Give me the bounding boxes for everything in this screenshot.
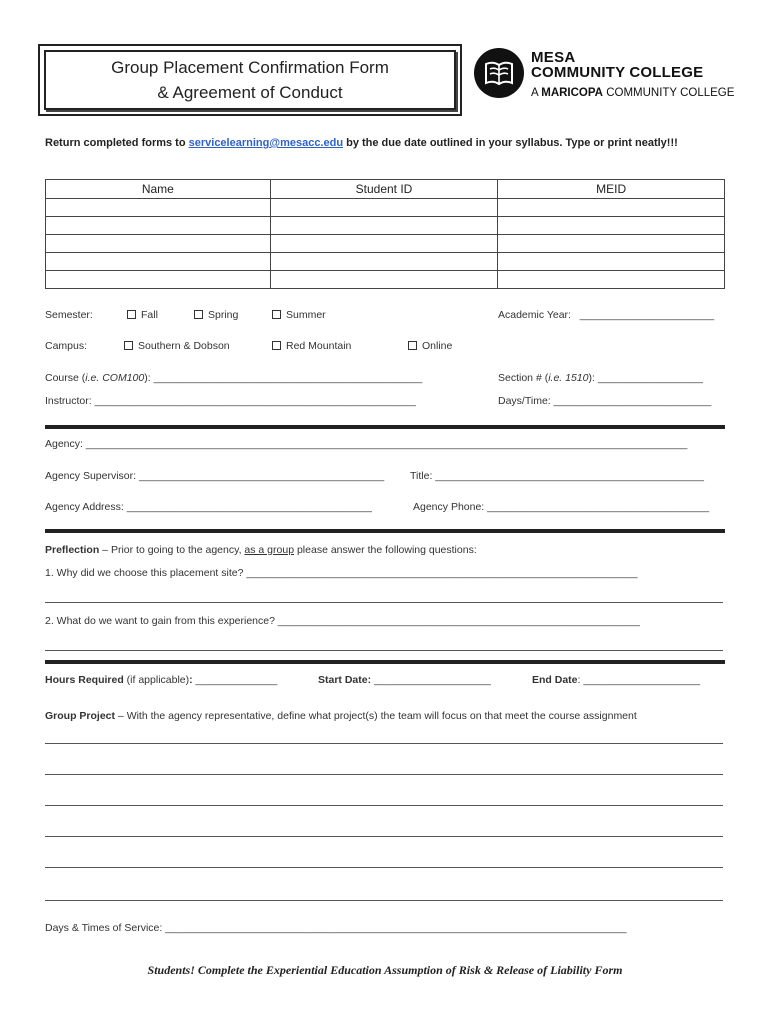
college-logo	[474, 48, 524, 98]
start-date-field[interactable]: Start Date: ____________________	[318, 674, 491, 686]
group-project-prompt: Group Project – With the agency representative, define what project(s) the team will focus on that meet the course assignment	[45, 710, 637, 722]
form-title	[44, 50, 456, 110]
semester-fall-option[interactable]: Fall	[127, 309, 158, 321]
logo-text-maricopa: A MARICOPA COMMUNITY COLLEGE	[531, 87, 735, 99]
days-time-field[interactable]: Days/Time: ___________________________	[498, 395, 712, 407]
question-1[interactable]: 1. Why did we choose this placement site? ___________________________________________________________________	[45, 567, 638, 579]
table-row	[46, 253, 725, 271]
student-table	[45, 179, 725, 289]
logo-text-mesa: MESA	[531, 49, 576, 66]
section-divider	[45, 425, 725, 429]
semester-summer-option[interactable]: Summer	[272, 309, 326, 321]
checkbox-icon[interactable]	[194, 310, 203, 319]
logo-text-college: COMMUNITY COLLEGE	[531, 64, 704, 81]
semester-label: Semester:	[45, 309, 93, 321]
book-icon	[474, 48, 524, 98]
student-id-cell[interactable]	[270, 199, 498, 217]
section-divider	[45, 529, 725, 533]
answer-line[interactable]	[45, 836, 723, 837]
academic-year-field[interactable]: Academic Year: _______________________	[498, 309, 715, 321]
name-cell[interactable]	[46, 253, 271, 271]
answer-line[interactable]	[45, 900, 723, 901]
email-link[interactable]: servicelearning@mesacc.edu	[188, 137, 344, 149]
answer-line[interactable]	[45, 743, 723, 744]
meid-cell[interactable]	[498, 199, 725, 217]
table-row	[46, 217, 725, 235]
answer-line[interactable]	[45, 602, 723, 603]
table-row	[46, 199, 725, 217]
name-cell[interactable]	[46, 271, 271, 289]
column-header-name: Name	[46, 180, 271, 199]
campus-label: Campus:	[45, 340, 88, 352]
campus-red-mountain-option[interactable]: Red Mountain	[272, 340, 351, 352]
agency-address-field[interactable]: Agency Address: __________________________________________	[45, 501, 372, 513]
meid-cell[interactable]	[498, 217, 725, 235]
answer-line[interactable]	[45, 774, 723, 775]
instructions-text: Return completed forms to servicelearning@mesacc.edu by the due date outlined in your syllabus. Type or print neatly!!!	[45, 137, 678, 149]
checkbox-icon[interactable]	[124, 341, 133, 350]
question-2[interactable]: 2. What do we want to gain from this experience? ______________________________________________________________	[45, 615, 640, 627]
form-title-line1: Group Placement Confirmation Form	[111, 58, 389, 77]
student-id-cell[interactable]	[270, 253, 498, 271]
student-id-cell[interactable]	[270, 235, 498, 253]
semester-spring-option[interactable]: Spring	[194, 309, 238, 321]
form-title-box	[38, 44, 462, 116]
name-cell[interactable]	[46, 217, 271, 235]
meid-cell[interactable]	[498, 271, 725, 289]
answer-line[interactable]	[45, 650, 723, 651]
agency-title-field[interactable]: Title: ______________________________________________	[410, 470, 704, 482]
column-header-meid: MEID	[498, 180, 725, 199]
table-row	[46, 235, 725, 253]
footer-note: Students! Complete the Experiential Education Assumption of Risk & Release of Liability Form	[147, 963, 623, 977]
section-field[interactable]: Section # (i.e. 1510): __________________	[498, 372, 703, 384]
campus-online-option[interactable]: Online	[408, 340, 452, 352]
answer-line[interactable]	[45, 867, 723, 868]
agency-field[interactable]: Agency: _______________________________________________________________________________________________________	[45, 438, 688, 450]
form-title-line2: & Agreement of Conduct	[157, 83, 343, 102]
agency-phone-field[interactable]: Agency Phone: ______________________________________	[413, 501, 710, 513]
campus-southern-dobson-option[interactable]: Southern & Dobson	[124, 340, 230, 352]
preflection-intro: Preflection – Prior to going to the agency, as a group please answer the following questions:	[45, 544, 477, 556]
course-field[interactable]: Course (i.e. COM100): ______________________________________________	[45, 372, 423, 384]
checkbox-icon[interactable]	[408, 341, 417, 350]
student-id-cell[interactable]	[270, 217, 498, 235]
table-row	[46, 271, 725, 289]
meid-cell[interactable]	[498, 253, 725, 271]
student-id-cell[interactable]	[270, 271, 498, 289]
section-divider	[45, 660, 725, 664]
checkbox-icon[interactable]	[272, 310, 281, 319]
hours-required-field[interactable]: Hours Required (if applicable): ______________	[45, 674, 278, 686]
checkbox-icon[interactable]	[272, 341, 281, 350]
column-header-student-id: Student ID	[270, 180, 498, 199]
meid-cell[interactable]	[498, 235, 725, 253]
answer-line[interactable]	[45, 805, 723, 806]
checkbox-icon[interactable]	[127, 310, 136, 319]
instructor-field[interactable]: Instructor: _______________________________________________________	[45, 395, 416, 407]
days-times-service-field[interactable]: Days & Times of Service: _______________________________________________________________________________	[45, 922, 627, 934]
name-cell[interactable]	[46, 235, 271, 253]
end-date-field[interactable]: End Date: ____________________	[532, 674, 701, 686]
name-cell[interactable]	[46, 199, 271, 217]
agency-supervisor-field[interactable]: Agency Supervisor: __________________________________________	[45, 470, 385, 482]
